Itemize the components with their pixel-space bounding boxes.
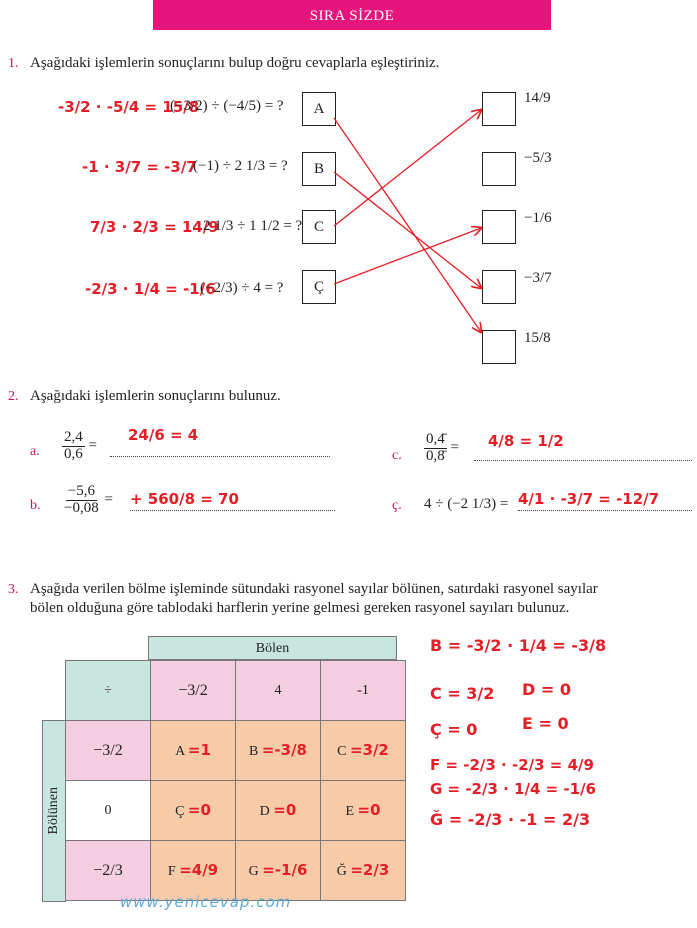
q3-work-b: B = -3/2 · 1/4 = -3/8 [430,636,607,655]
q2-a-fraction: $\frac{2,4}{0,6}$ = [64,429,97,462]
q2-c-answer: 4/8 = 1/2 [488,432,564,450]
q1-expr-b: (−1) ÷ 2 1/3 = ? [193,158,288,174]
table-op-cell: ÷ [66,661,151,721]
q3-text-line2: bölen olduğuna göre tablodaki harflerin yerine gelmesi gereken rasyonel sayıları bulunuz. [30,600,570,616]
table-cell[interactable]: Ç =0 [151,781,236,841]
arrow-b-to-3-7 [334,172,481,288]
bolen-header: Bölen [148,636,397,660]
q3-work-d: D = 0 [522,680,571,699]
q2-cc-answer: 4/1 · -3/7 = -12/7 [518,490,660,508]
q3-text-line1: Aşağıda verilen bölme işleminde sütundaki rasyonel sayılar bölünen, satırdaki rasyonel sayılar [30,581,598,597]
match-box-cc[interactable]: Ç [302,270,336,304]
q2-b-label: b. [30,498,41,513]
table-cell[interactable]: E =0 [321,781,406,841]
section-banner: SIRA SİZDE [153,0,551,30]
q1-work-b: -1 · 3/7 = -3/7 [82,158,197,176]
q2-b-answer-line [130,510,335,511]
row-header: 0 [66,781,151,841]
q3-work-cc: Ç = 0 [430,720,478,739]
division-table [65,660,406,901]
q3-number: 3. [8,582,19,597]
answer-value-3: −1/6 [524,210,552,226]
q1-text: Aşağıdaki işlemlerin sonuçlarını bulup doğru cevaplarla eşleştiriniz. [30,55,440,71]
table-cell[interactable]: D =0 [236,781,321,841]
table-cell[interactable]: C =3/2 [321,721,406,781]
col-header: -1 [321,661,406,721]
q3-work-f: F = -2/3 · -2/3 = 4/9 [430,756,594,774]
q2-cc-expr: 4 ÷ (−2 1/3) = [424,496,509,512]
match-box-b[interactable]: B [302,152,336,186]
arrow-cc-to-1-6 [334,228,481,284]
q2-b-fraction: $\frac{-5,6}{-0,08}$ = [64,483,113,516]
q3-work-g: G = -2/3 · 1/4 = -1/6 [430,780,596,798]
q2-c-fraction: $\frac{0,4̄}{0,8̄}$ = [426,431,459,464]
arrow-c-to-14-9 [334,110,481,226]
col-header: −3/2 [151,661,236,721]
q1-number: 1. [8,56,19,71]
table-cell[interactable]: A =1 [151,721,236,781]
q1-work-c: 7/3 · 2/3 = 14/9 [90,218,219,236]
arrow-a-to-15-8 [334,118,481,332]
answer-value-4: −3/7 [524,270,552,286]
match-box-a[interactable]: A [302,92,336,126]
q2-number: 2. [8,389,19,404]
q3-work-gg: Ğ = -2/3 · -1 = 2/3 [430,810,591,829]
q2-text: Aşağıdaki işlemlerin sonuçlarını bulunuz. [30,388,281,404]
match-box-c[interactable]: C [302,210,336,244]
watermark: www.yenicevap.com [120,893,292,911]
matching-lines [0,0,697,380]
row-header: −2/3 [66,841,151,901]
table-cell[interactable]: G =-1/6 [236,841,321,901]
q2-cc-label: ç. [392,498,402,513]
answer-value-2: −5/3 [524,150,552,166]
q2-cc-answer-line [518,510,692,511]
table-cell[interactable]: B =-3/8 [236,721,321,781]
table-cell[interactable]: F =4/9 [151,841,236,901]
table-cell[interactable]: Ğ =2/3 [321,841,406,901]
q1-work-a: -3/2 · -5/4 = 15/8 [58,98,200,116]
q3-work-c: C = 3/2 [430,684,495,703]
q2-c-label: c. [392,448,402,463]
answer-value-5: 15/8 [524,330,551,346]
q1-expr-cc: (−2/3) ÷ 4 = ? [200,280,284,296]
q1-expr-c: 2 1/3 ÷ 1 1/2 = ? [203,218,303,234]
row-header: −3/2 [66,721,151,781]
q3-work-e: E = 0 [522,714,569,733]
q2-c-answer-line [474,460,692,461]
q2-a-answer-line [110,456,330,457]
q2-b-answer: + 560/8 = 70 [130,490,239,508]
col-header: 4 [236,661,321,721]
q1-work-cc: -2/3 · 1/4 = -1/6 [85,280,216,298]
q1-expr-a: (−3/2) ÷ (−4/5) = ? [170,98,284,114]
bolunen-header: Bölünen [42,720,66,902]
q2-a-answer: 24/6 = 4 [128,426,199,444]
q2-a-label: a. [30,444,40,459]
answer-value-1: 14/9 [524,90,551,106]
